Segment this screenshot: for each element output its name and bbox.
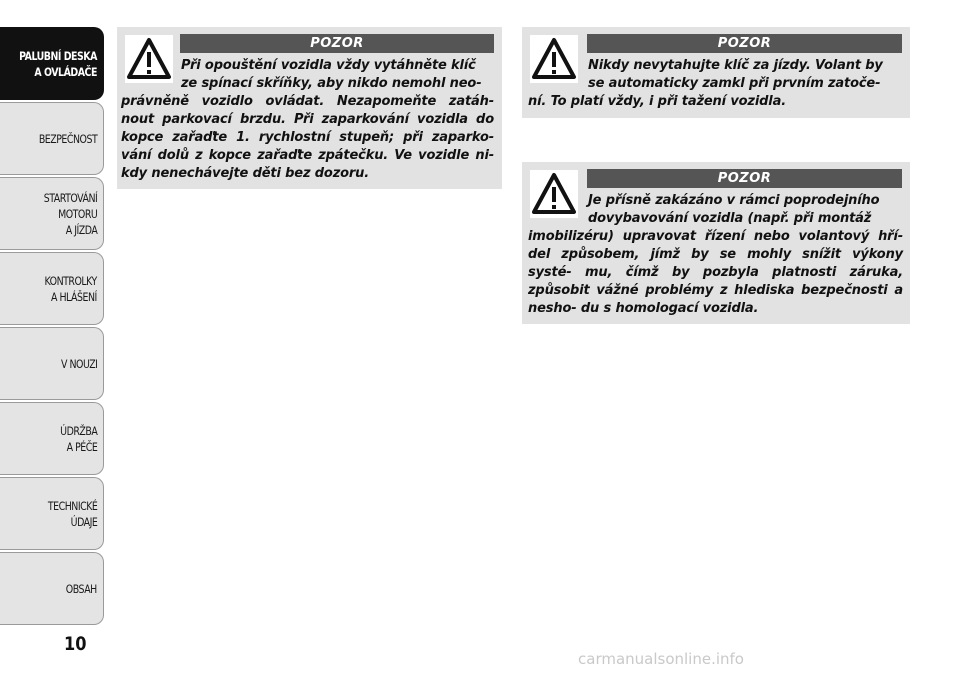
warning-line: dovybavování vozidla (např. při montáž — [588, 211, 872, 226]
warning-line: ze spínací skříňky, aby nikdo nemohl neo- — [181, 76, 482, 91]
tab-label: KONTROLKY A HLÁŠENÍ — [44, 273, 97, 304]
tab-label: PALUBNÍ DESKA A OVLÁDAČE — [19, 48, 97, 79]
warning-line: Při opouštění vozidla vždy vytáhněte klíč — [181, 58, 476, 73]
warning-line: Nikdy nevytahujte klíč za jízdy. Volant by — [588, 58, 883, 73]
warning-text — [528, 57, 903, 111]
warning-box — [522, 27, 910, 118]
warning-box — [117, 27, 502, 189]
tab-label: ÚDRŽBA A PÉČE — [59, 423, 97, 454]
warning-line: se automaticky zamkl při prvním zatoče- — [588, 76, 881, 91]
tab-palubni-deska[interactable] — [0, 27, 104, 100]
tab-obsah[interactable] — [0, 552, 104, 625]
tab-bezpecnost[interactable] — [0, 102, 104, 175]
tab-startovani[interactable] — [0, 177, 104, 250]
warning-header: POZOR — [587, 169, 902, 188]
tab-label: TECHNICKÉ ÚDAJE — [47, 498, 97, 529]
warning-header: POZOR — [587, 34, 902, 53]
warning-box — [522, 162, 910, 324]
tab-technicke-udaje[interactable] — [0, 477, 104, 550]
tab-v-nouzi[interactable] — [0, 327, 104, 400]
tab-udrzba[interactable] — [0, 402, 104, 475]
warning-rest: právněně vozidlo ovládat. Nezapomeňte zatáh- nout parkovací brzdu. Při zaparkování vozidla do kopce zařaďte 1. rychlostní stupeň; při zaparko- vání dolů z kopce zařaďte zpátečku. Ve vozidle ni- kdy nenechávejte děti bez dozoru. — [121, 94, 494, 181]
warning-rest: ní. To platí vždy, i při tažení vozidla. — [528, 94, 787, 109]
tab-label: STARTOVÁNÍ MOTORU A JÍZDA — [43, 190, 97, 237]
warning-text — [528, 192, 903, 318]
warning-text — [121, 57, 494, 183]
tab-label: V NOUZI — [60, 356, 97, 371]
page-number: 10 — [64, 633, 87, 655]
warning-header: POZOR — [180, 34, 494, 53]
tab-label: OBSAH — [66, 581, 97, 596]
tab-label: BEZPEČNOST — [38, 131, 97, 146]
tab-kontrolky[interactable] — [0, 252, 104, 325]
watermark: carmanualsonline.info — [578, 650, 744, 668]
warning-rest: imobilizéru) upravovat řízení nebo volantový hří- del způsobem, jímž by se mohly snížit výkony systé- mu, čímž by pozbyla platnosti záruka, způsobit vážné problémy z hlediska bezpečnosti a nesho- du s homologací vozidla. — [528, 229, 903, 316]
warning-line: Je přísně zakázáno v rámci poprodejního — [588, 193, 880, 208]
